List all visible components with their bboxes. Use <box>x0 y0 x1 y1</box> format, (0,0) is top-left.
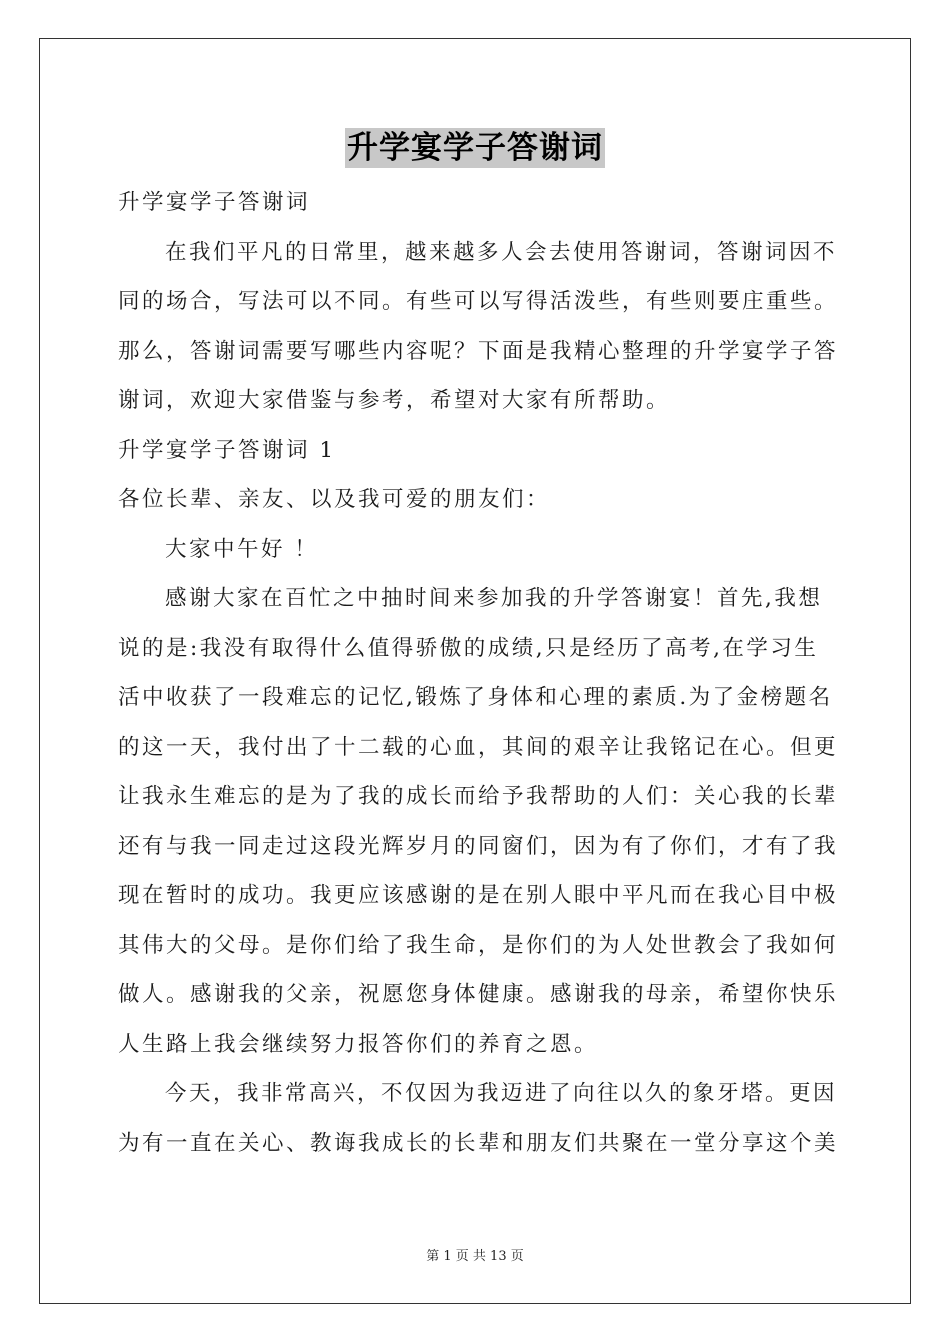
page-footer: 第 1 页 共 13 页 <box>426 1249 524 1264</box>
text-line: 升学宴学子答谢词 1 <box>118 437 336 463</box>
text-line: 在我们平凡的日常里，越来越多人会去使用答谢词，答谢词因不 <box>165 239 838 265</box>
text-line: 人生路上我会继续努力报答你们的养育之恩。 <box>118 1031 599 1057</box>
text-line: 各位长辈、亲友、以及我可爱的朋友们： <box>118 487 551 512</box>
text-line: 还有与我一同走过这段光辉岁月的同窗们，因为有了你们，才有了我 <box>118 833 839 859</box>
text-line: 其伟大的父母。是你们给了我生命，是你们的为人处世教会了我如何 <box>118 932 839 958</box>
text-line: 做人。感谢我的父亲，祝愿您身体健康。感谢我的母亲，希望你快乐 <box>118 982 839 1007</box>
document-body <box>118 178 839 1168</box>
title-container <box>0 128 950 168</box>
text-line: 现在暂时的成功。我更应该感谢的是在别人眼中平凡而在我心目中极 <box>118 883 839 908</box>
text-line: 谢词，欢迎大家借鉴与参考，希望对大家有所帮助。 <box>118 388 671 413</box>
text-line: 感谢大家在百忙之中抽时间来参加我的升学答谢宴！首先,我想 <box>165 586 823 611</box>
text-line: 那么，答谢词需要写哪些内容呢？下面是我精心整理的升学宴学子答 <box>118 338 839 364</box>
text-line: 说的是:我没有取得什么值得骄傲的成绩,只是经历了高考,在学习生 <box>118 635 819 661</box>
text-line: 今天，我非常高兴，不仅因为我迈进了向往以久的象牙塔。更因 <box>165 1081 838 1106</box>
text-line: 同的场合，写法可以不同。有些可以写得活泼些，有些则要庄重些。 <box>118 289 839 314</box>
text-line: 让我永生难忘的是为了我的成长而给予我帮助的人们：关心我的长辈 <box>118 784 839 809</box>
text-line: 活中收获了一段难忘的记忆,锻炼了身体和心理的素质.为了金榜题名 <box>118 685 833 710</box>
text-line: 升学宴学子答谢词 <box>118 190 311 215</box>
document-title: 升学宴学子答谢词 <box>347 130 603 166</box>
text-line: 为有一直在关心、教诲我成长的长辈和朋友们共聚在一堂分享这个美 <box>118 1130 839 1156</box>
text-line: 大家中午好 ！ <box>165 536 319 562</box>
text-line: 的这一天，我付出了十二载的心血，其间的艰辛让我铭记在心。但更 <box>118 734 839 760</box>
